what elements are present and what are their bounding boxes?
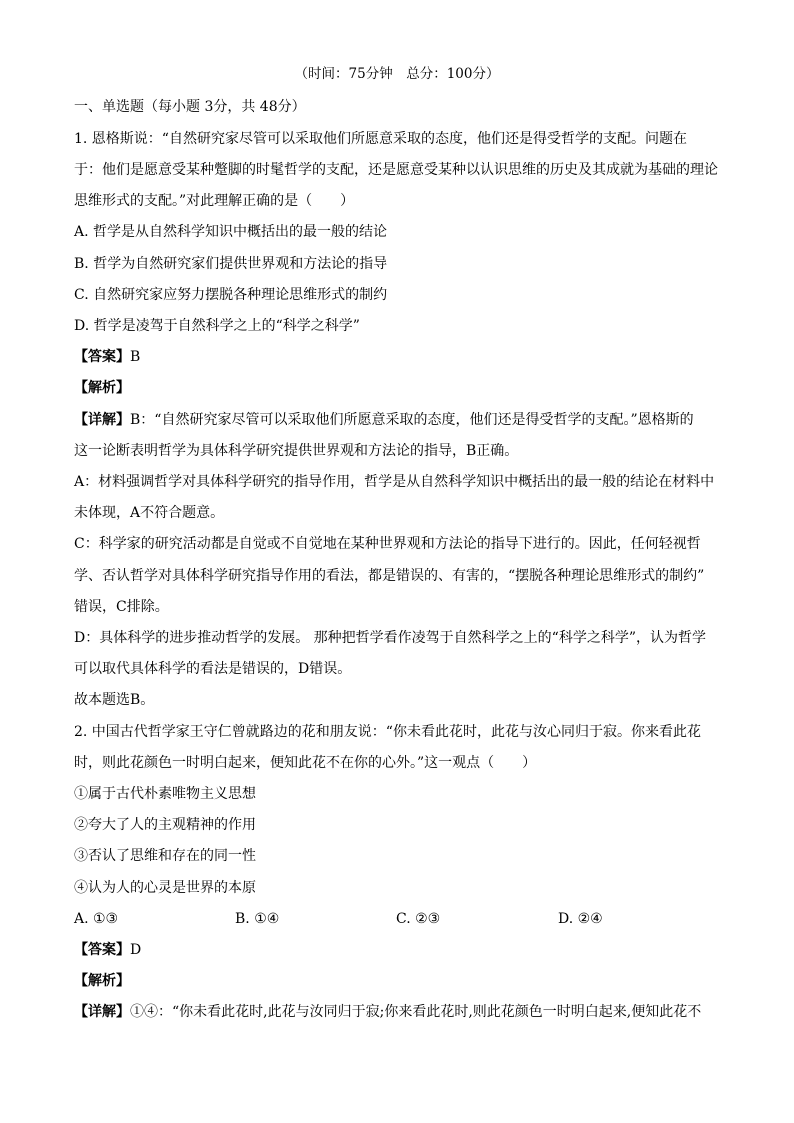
q2-options-row [74, 909, 720, 929]
q1-explanation-line: 可以取代具体科学的看法是错误的，D错误。 [74, 661, 352, 677]
exam-header: （时间：75分钟 总分：100分） [294, 66, 500, 82]
q1-stem-line: 于：他们是愿意受某种蹩脚的时髦哲学的支配，还是愿意受某种以认识思维的历史及其成就为基础的理论 [74, 162, 718, 178]
q1-analysis-label: 【解析】 [74, 380, 130, 396]
answer-value: B [130, 349, 141, 365]
q1-conclusion: 故本题选B。 [74, 692, 155, 708]
q2-stem-line: 时，则此花颜色一时明白起来，便知此花不在你的心外。”这一观点（ ） [74, 755, 537, 771]
q2-statement-1: ①属于古代朴素唯物主义思想 [74, 786, 256, 802]
q1-option-a: A. 哲学是从自然科学知识中概括出的最一般的结论 [74, 224, 388, 240]
q1-answer [74, 347, 140, 367]
q1-option-b: B. 哲学为自然研究家们提供世界观和方法论的指导 [74, 256, 388, 272]
q1-explanation-line: 错误，C排除。 [74, 599, 169, 615]
q1-option-d: D. 哲学是凌驾于自然科学之上的“科学之科学” [74, 318, 360, 334]
q2-stem-line: 2. 中国古代哲学家王守仁曾就路边的花和朋友说：“你未看此花时，此花与汝心同归于寂。你来看此花 [74, 724, 701, 740]
q1-explanation-line: 学、否认哲学对具体科学研究指导作用的看法，都是错误的、有害的，“摆脱各种理论思维形式的制约” [74, 568, 705, 584]
detail-label: 【详解】 [74, 412, 130, 428]
q1-explanation-line: 这一论断表明哲学为具体科学研究提供世界观和方法论的指导，B正确。 [74, 443, 519, 459]
q2-option-a: A. ①③ [74, 911, 119, 927]
q1-stem-line: 1. 恩格斯说：“自然研究家尽管可以采取他们所愿意采取的态度，他们还是得受哲学的支配。问题在 [74, 131, 687, 147]
answer-label: 【答案】 [74, 942, 130, 958]
answer-value: D [130, 942, 142, 958]
detail-label: 【详解】 [74, 1004, 130, 1020]
section-title: 一、单选题（每小题 3分，共 48分） [74, 99, 306, 115]
q1-explanation-line: 【详解】B：“自然研究家尽管可以采取他们所愿意采取的态度，他们还是得受哲学的支配。”恩格斯的 [74, 412, 694, 428]
q2-statement-2: ②夸大了人的主观精神的作用 [74, 817, 256, 833]
q2-statement-4: ④认为人的心灵是世界的本原 [74, 880, 256, 896]
q1-explanation-line: 未体现，A不符合题意。 [74, 505, 225, 521]
q2-analysis-label: 【解析】 [74, 973, 130, 989]
q2-option-b: B. ①④ [235, 911, 280, 927]
q2-explanation-line: 【详解】①④：“你未看此花时,此花与汝同归于寂;你来看此花时,则此花颜色一时明白起来,便知此花不 [74, 1004, 702, 1020]
q1-explanation-line: C：科学家的研究活动都是自觉或不自觉地在某种世界观和方法论的指导下进行的。因此，任何轻视哲 [74, 536, 701, 552]
q1-explanation-line: A：材料强调哲学对具体科学研究的指导作用，哲学是从自然科学知识中概括出的最一般的结论在材料中 [74, 474, 715, 490]
q2-option-c: C. ②③ [396, 911, 441, 927]
answer-label: 【答案】 [74, 349, 130, 365]
q1-explanation-line: D：具体科学的进步推动哲学的发展。 那种把哲学看作凌驾于自然科学之上的“科学之科学”，认为哲学 [74, 630, 706, 646]
q1-option-c: C. 自然研究家应努力摆脱各种理论思维形式的制约 [74, 287, 388, 303]
q2-option-d: D. ②④ [558, 911, 603, 927]
q1-stem-line: 思维形式的支配。”对此理解正确的是（ ） [74, 193, 355, 209]
q2-statement-3: ③否认了思维和存在的同一性 [74, 848, 256, 864]
q2-answer [74, 940, 141, 960]
